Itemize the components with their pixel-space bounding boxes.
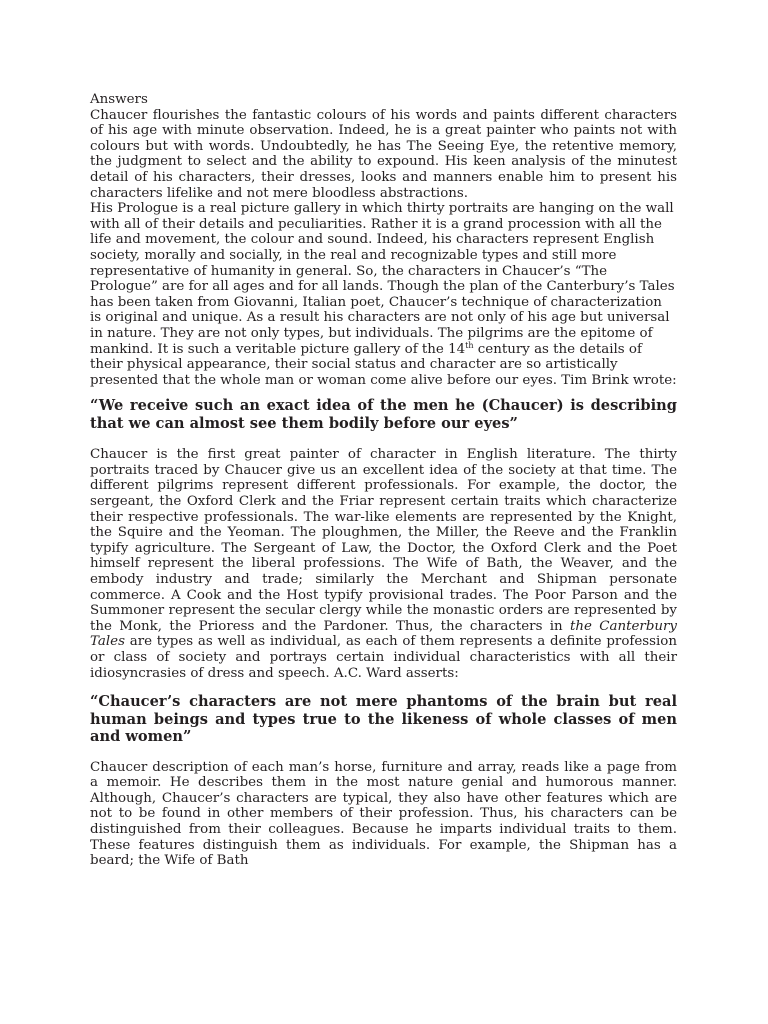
heading-answers: Answers <box>90 92 148 107</box>
italic-title-canterbury-tales: the Canterbury Tales <box>90 618 677 650</box>
paragraph-painter-of-character <box>90 447 677 681</box>
quote-ac-ward: “Chaucer’s characters are not mere phantoms of the brain but real human beings and types true to the likeness of whole classes of men and women” <box>90 693 677 746</box>
document-page <box>90 92 677 869</box>
paragraph-intro: Chaucer flourishes the fantastic colours of his words and paints different characters of his age with minute observation. Indeed, he is a great painter who paints not with colours but with words. Undoubtedly, he has The Seeing Eye, the retentive memory, the judgment to select and the ability to expound. His keen analysis of the minutest detail of his characters, their dresses, looks and manners enable him to present his characters lifelike and not mere bloodless abstractions. <box>90 107 677 201</box>
paragraph-painter-text-b: are types as well as individual, as each of them represents a definite profession or class of society and portrays certain individual characteristics with all their idiosyncrasies of dress and speech. A.C. Ward asserts: <box>90 634 677 681</box>
paragraph-prologue-text-b: century as the details of their physical appearance, their social status and character are so artistically presented that the whole man or woman come alive before our eyes. Tim Brink wrote: <box>90 341 677 388</box>
paragraph-prologue-text-a: His Prologue is a real picture gallery in which thirty portraits are hanging on the wall with all of their details and peculiarities. Rather it is a grand procession with all the life and movement, the colour and sound. Indeed, his characters represent English society, morally and socially, in the real and recognizable types and still more representative of humanity in general. So, the characters in Chaucer’s “The Prologue” are for all ages and for all lands. Though the plan of the Canterbury’s Tales has been taken from Giovanni, Italian poet, Chaucer’s technique of characterization is original and unique. As a result his characters are not only of his age but universal in nature. They are not only types, but individuals. The pilgrims are the epitome of mankind. It is such a veritable picture gallery of the 14 <box>90 201 675 357</box>
quote-tim-brink: “We receive such an exact idea of the men he (Chaucer) is describing that we can almost see them bodily before our eyes” <box>90 397 677 432</box>
paragraph-description: Chaucer description of each man’s horse, furniture and array, reads like a page from a memoir. He describes them in the most nature genial and humorous manner. Although, Chaucer’s characters are typical, they also have other features which are not to be found in other members of their profession. Thus, his characters can be distinguished from their colleagues. Because he imparts individual traits to them. These features distinguish them as individuals. For example, the Shipman has a beard; the Wife of Bath <box>90 759 677 869</box>
superscript-th: th <box>465 340 474 350</box>
paragraph-prologue <box>90 201 677 388</box>
paragraph-painter-text-a: Chaucer is the first great painter of character in English literature. The thirty portraits traced by Chaucer give us an excellent idea of the society at that time. The different pilgrims represent different professionals. For example, the doctor, the sergeant, the Oxford Clerk and the Friar represent certain traits which characterize their respective professionals. The war-like elements are represented by the Knight, the Squire and the Yeoman. The ploughmen, the Miller, the Reeve and the Franklin typify agriculture. The Sergeant of Law, the Doctor, the Oxford Clerk and the Poet himself represent the liberal professions. The Wife of Bath, the Weaver, and the embody industry and trade; similarly the Merchant and Shipman personate commerce. A Cook and the Host typify provisional trades. The Poor Parson and the Summoner represent the secular clergy while the monastic orders are represented by the Monk, the Prioress and the Pardoner. Thus, the characters in <box>90 447 677 634</box>
